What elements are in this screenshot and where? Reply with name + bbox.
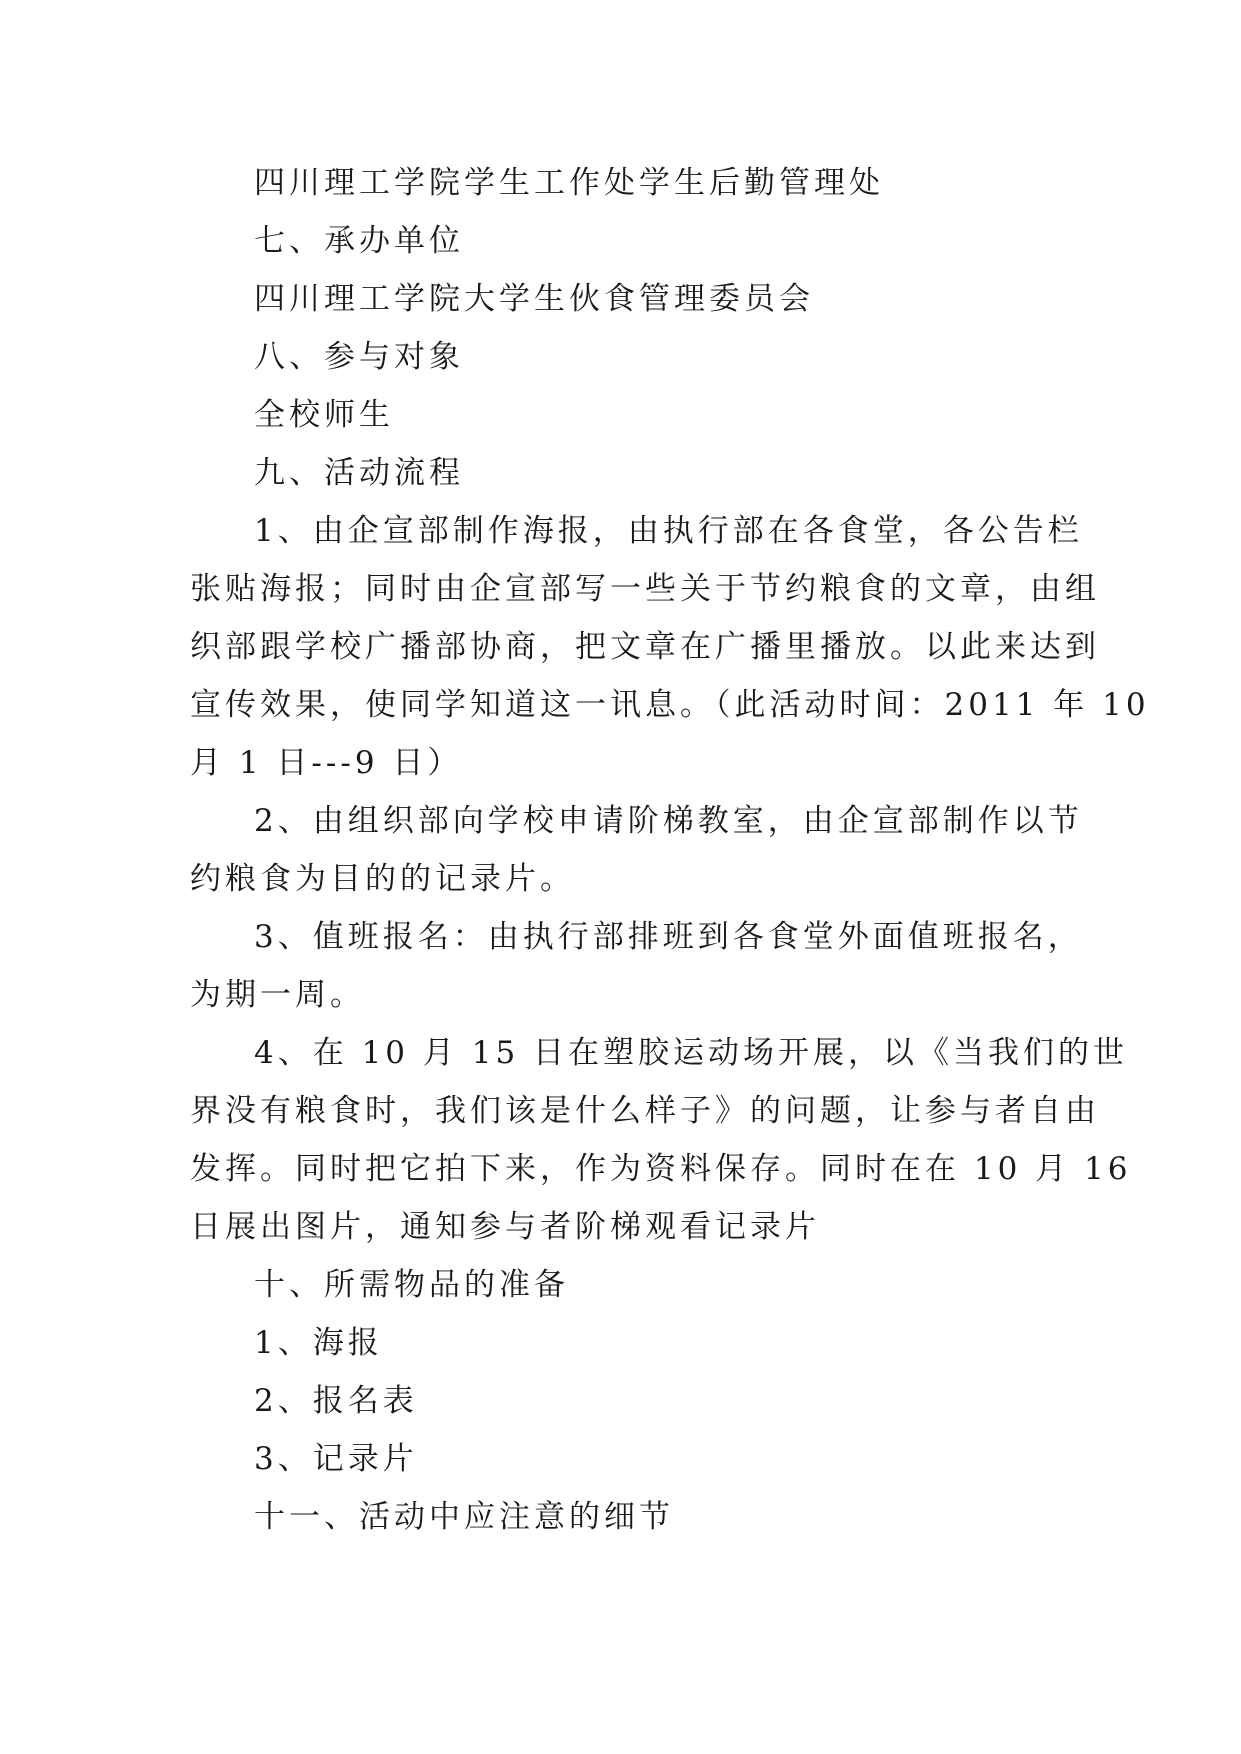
paragraph-line: 张贴海报；同时由企宣部写一些关于节约粮食的文章，由组 — [190, 571, 1100, 607]
list-item: 3、记录片 — [254, 1441, 418, 1477]
paragraph-line: 发挥。同时把它拍下来，作为资料保存。同时在在 10 月 16 — [190, 1151, 1132, 1187]
paragraph-line: 织部跟学校广播部协商，把文章在广播里播放。以此来达到 — [190, 629, 1100, 665]
section-heading: 十、所需物品的准备 — [254, 1267, 569, 1303]
list-item: 2、报名表 — [254, 1383, 418, 1419]
section-heading: 九、活动流程 — [254, 455, 464, 491]
text-line: 全校师生 — [254, 397, 394, 433]
text-line: 四川理工学院大学生伙食管理委员会 — [254, 281, 814, 317]
paragraph-line: 3、值班报名：由执行部排班到各食堂外面值班报名， — [254, 919, 1083, 955]
paragraph-line: 日展出图片，通知参与者阶梯观看记录片 — [190, 1209, 820, 1245]
paragraph-line: 1、由企宣部制作海报，由执行部在各食堂，各公告栏 — [254, 513, 1083, 549]
section-heading: 十一、活动中应注意的细节 — [254, 1499, 674, 1535]
paragraph-line: 界没有粮食时，我们该是什么样子》的问题，让参与者自由 — [190, 1093, 1100, 1129]
section-heading: 七、承办单位 — [254, 223, 464, 259]
document-body — [190, 154, 1150, 1546]
paragraph-line: 4、在 10 月 15 日在塑胶运动场开展，以《当我们的世 — [254, 1035, 1129, 1071]
paragraph-line: 宣传效果，使同学知道这一讯息。（此活动时间：2011 年 10 — [190, 687, 1150, 723]
paragraph-line: 月 1 日---9 日） — [190, 745, 463, 781]
paragraph-line: 2、由组织部向学校申请阶梯教室，由企宣部制作以节 — [254, 803, 1083, 839]
text-line: 四川理工学院学生工作处学生后勤管理处 — [254, 165, 884, 201]
list-item: 1、海报 — [254, 1325, 383, 1361]
paragraph-line: 约粮食为目的的记录片。 — [190, 861, 575, 897]
section-heading: 八、参与对象 — [254, 339, 464, 375]
paragraph-line: 为期一周。 — [190, 977, 365, 1013]
